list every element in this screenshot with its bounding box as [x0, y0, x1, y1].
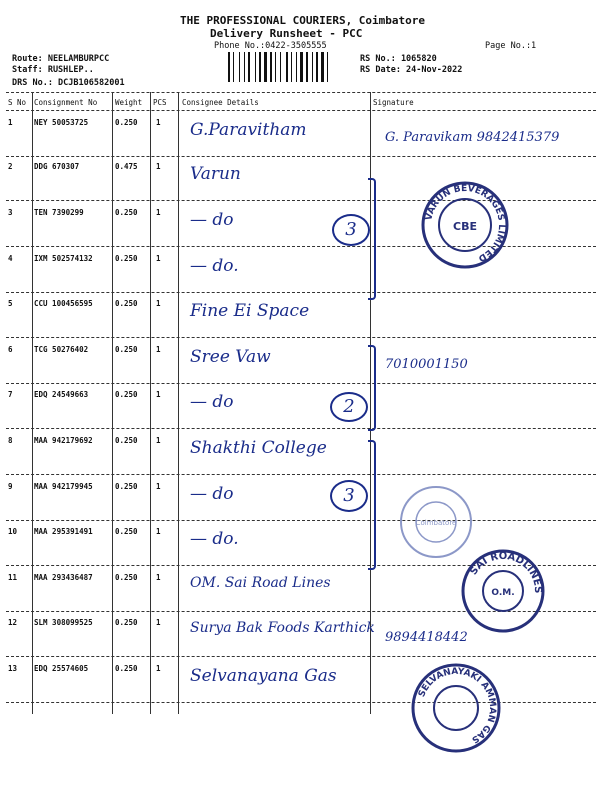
- col-header-consignee: Consignee Details: [182, 98, 259, 107]
- row-pcs: 1: [156, 299, 161, 308]
- row-sno: 13: [8, 664, 18, 673]
- row-weight: 0.250: [115, 573, 138, 582]
- barcode-bar: [312, 52, 313, 82]
- row-consignment-no: IXM 502574132: [34, 254, 93, 263]
- barcode-bar: [244, 52, 245, 82]
- group-bracket: [368, 440, 376, 570]
- col-line: [112, 92, 113, 714]
- barcode-bar: [280, 52, 281, 82]
- page-number: Page No.:1: [485, 41, 537, 51]
- barcode-bar: [296, 52, 297, 82]
- row-consignment-no: MAA 942179692: [34, 436, 93, 445]
- row-sno: 2: [8, 162, 13, 171]
- col-line: [178, 92, 179, 714]
- row-sno: 8: [8, 436, 13, 445]
- row-consignment-no: MAA 293436487: [34, 573, 93, 582]
- row-consignment-no: TCG 50276402: [34, 345, 89, 354]
- barcode-bar: [321, 52, 324, 82]
- row-sno: 11: [8, 573, 18, 582]
- selvanayaki-gas-stamp: [410, 662, 502, 754]
- barcode-bar: [300, 52, 303, 82]
- row-weight: 0.250: [115, 390, 138, 399]
- col-line: [150, 92, 151, 714]
- row-weight: 0.475: [115, 162, 138, 171]
- row-weight: 0.250: [115, 299, 138, 308]
- row-sno: 4: [8, 254, 13, 263]
- phone-number: Phone No.:0422-3505555: [214, 41, 327, 51]
- barcode-bar: [275, 52, 276, 82]
- group-count-circle: 3: [330, 480, 368, 512]
- row-consignee-handwritten: — do.: [190, 529, 239, 549]
- row-sno: 3: [8, 208, 13, 217]
- row-consignee-handwritten: — do.: [190, 256, 239, 276]
- group-count-circle: 3: [332, 214, 370, 246]
- row-sno: 5: [8, 299, 13, 308]
- row-weight: 0.250: [115, 527, 138, 536]
- row-pcs: 1: [156, 208, 161, 217]
- row-weight: 0.250: [115, 436, 138, 445]
- barcode-bar: [286, 52, 288, 82]
- barcode-bar: [228, 52, 230, 82]
- row-consignee-handwritten: Selvanayana Gas: [190, 666, 337, 686]
- row-divider: [6, 702, 596, 703]
- rs-number: RS No.: 1065820: [360, 54, 437, 64]
- divider: [6, 110, 596, 111]
- varun-beverages-stamp: [420, 180, 510, 270]
- col-header-signature: Signature: [373, 98, 414, 107]
- row-sno: 7: [8, 390, 13, 399]
- row-weight: 0.250: [115, 482, 138, 491]
- row-consignment-no: TEN 7390299: [34, 208, 84, 217]
- stamp-prefix-text: O.M.: [491, 588, 515, 598]
- row-pcs: 1: [156, 573, 161, 582]
- row-pcs: 1: [156, 162, 161, 171]
- row-pcs: 1: [156, 618, 161, 627]
- row-weight: 0.250: [115, 345, 138, 354]
- barcode-bar: [259, 52, 261, 82]
- row-consignee-handwritten: — do: [190, 392, 234, 412]
- barcode-bar: [264, 52, 267, 82]
- row-divider: [6, 156, 596, 157]
- row-consignment-no: DDG 670307: [34, 162, 80, 171]
- barcode-bar: [233, 52, 234, 82]
- row-weight: 0.250: [115, 208, 138, 217]
- row-divider: [6, 428, 596, 429]
- row-sno: 10: [8, 527, 18, 536]
- stamp-center-text: Coimbatore: [415, 519, 457, 527]
- row-consignee-handwritten: Fine Ei Space: [190, 301, 310, 321]
- col-header-sno: S No: [8, 98, 27, 107]
- stamp-text: SELVANAYAKI AMMAN GAS: [417, 666, 498, 745]
- group-bracket: [368, 345, 376, 431]
- row-sno: 6: [8, 345, 13, 354]
- route-label: Route: NEELAMBURPCC: [12, 54, 110, 64]
- row-sno: 1: [8, 118, 13, 127]
- row-consignment-no: MAA 942179945: [34, 482, 93, 491]
- company-name: THE PROFESSIONAL COURIERS, Coimbatore: [180, 14, 426, 27]
- barcode: [228, 52, 352, 82]
- row-signature: 9894418442: [385, 630, 468, 645]
- barcode-bar: [255, 52, 256, 82]
- row-weight: 0.250: [115, 254, 138, 263]
- row-consignee-handwritten: — do: [190, 484, 234, 504]
- row-weight: 0.250: [115, 664, 138, 673]
- barcode-bar: [306, 52, 308, 82]
- row-consignment-no: SLM 308099525: [34, 618, 93, 627]
- divider: [6, 92, 596, 93]
- stamp-text: VARUN BEVERAGES LIMITED: [424, 183, 507, 263]
- row-pcs: 1: [156, 254, 161, 263]
- col-header-consignment: Consignment No: [34, 98, 98, 107]
- drs-number: DRS No.: DCJB106582001: [12, 78, 125, 88]
- row-pcs: 1: [156, 664, 161, 673]
- col-header-weight: Weight: [115, 98, 143, 107]
- row-divider: [6, 292, 596, 293]
- row-weight: 0.250: [115, 618, 138, 627]
- row-signature: 7010001150: [385, 357, 468, 372]
- row-signature: G. Paravikam 9842415379: [385, 130, 560, 145]
- row-consignment-no: MAA 295391491: [34, 527, 93, 536]
- row-consignee-handwritten: OM. Sai Road Lines: [190, 575, 331, 591]
- row-pcs: 1: [156, 527, 161, 536]
- group-count-circle: 2: [330, 392, 368, 422]
- row-consignment-no: CCU 100456595: [34, 299, 93, 308]
- barcode-bar: [239, 52, 240, 82]
- sai-roadlines-stamp: [460, 548, 546, 634]
- row-consignment-no: EDQ 25574605: [34, 664, 89, 673]
- row-divider: [6, 520, 596, 521]
- row-consignee-handwritten: Varun: [190, 164, 241, 184]
- row-consignee-handwritten: G.Paravitham: [190, 120, 307, 140]
- barcode-bar: [316, 52, 318, 82]
- row-divider: [6, 383, 596, 384]
- row-consignee-handwritten: Surya Bak Foods Karthick: [190, 620, 375, 636]
- col-line: [32, 92, 33, 714]
- group-bracket: [368, 178, 376, 300]
- rs-date: RS Date: 24-Nov-2022: [360, 65, 463, 75]
- row-pcs: 1: [156, 482, 161, 491]
- row-pcs: 1: [156, 390, 161, 399]
- row-consignee-handwritten: Shakthi College: [190, 438, 327, 458]
- row-sno: 9: [8, 482, 13, 491]
- barcode-bar: [327, 52, 328, 82]
- barcode-bar: [248, 52, 250, 82]
- row-sno: 12: [8, 618, 18, 627]
- row-consignment-no: NEY 50053725: [34, 118, 89, 127]
- row-pcs: 1: [156, 345, 161, 354]
- row-weight: 0.250: [115, 118, 138, 127]
- row-divider: [6, 656, 596, 657]
- stamp-center-text: CBE: [453, 220, 477, 233]
- col-header-pcs: PCS: [153, 98, 167, 107]
- row-consignee-handwritten: — do: [190, 210, 234, 230]
- row-consignment-no: EDQ 24549663: [34, 390, 89, 399]
- row-divider: [6, 337, 596, 338]
- barcode-bar: [270, 52, 272, 82]
- stamp-text: SAI ROADLINES: [468, 550, 544, 594]
- row-consignee-handwritten: Sree Vaw: [190, 347, 271, 367]
- row-pcs: 1: [156, 436, 161, 445]
- staff-label: Staff: RUSHLEP..: [12, 65, 94, 75]
- document-title: Delivery Runsheet - PCC: [210, 27, 363, 40]
- barcode-bar: [291, 52, 292, 82]
- row-pcs: 1: [156, 118, 161, 127]
- row-divider: [6, 474, 596, 475]
